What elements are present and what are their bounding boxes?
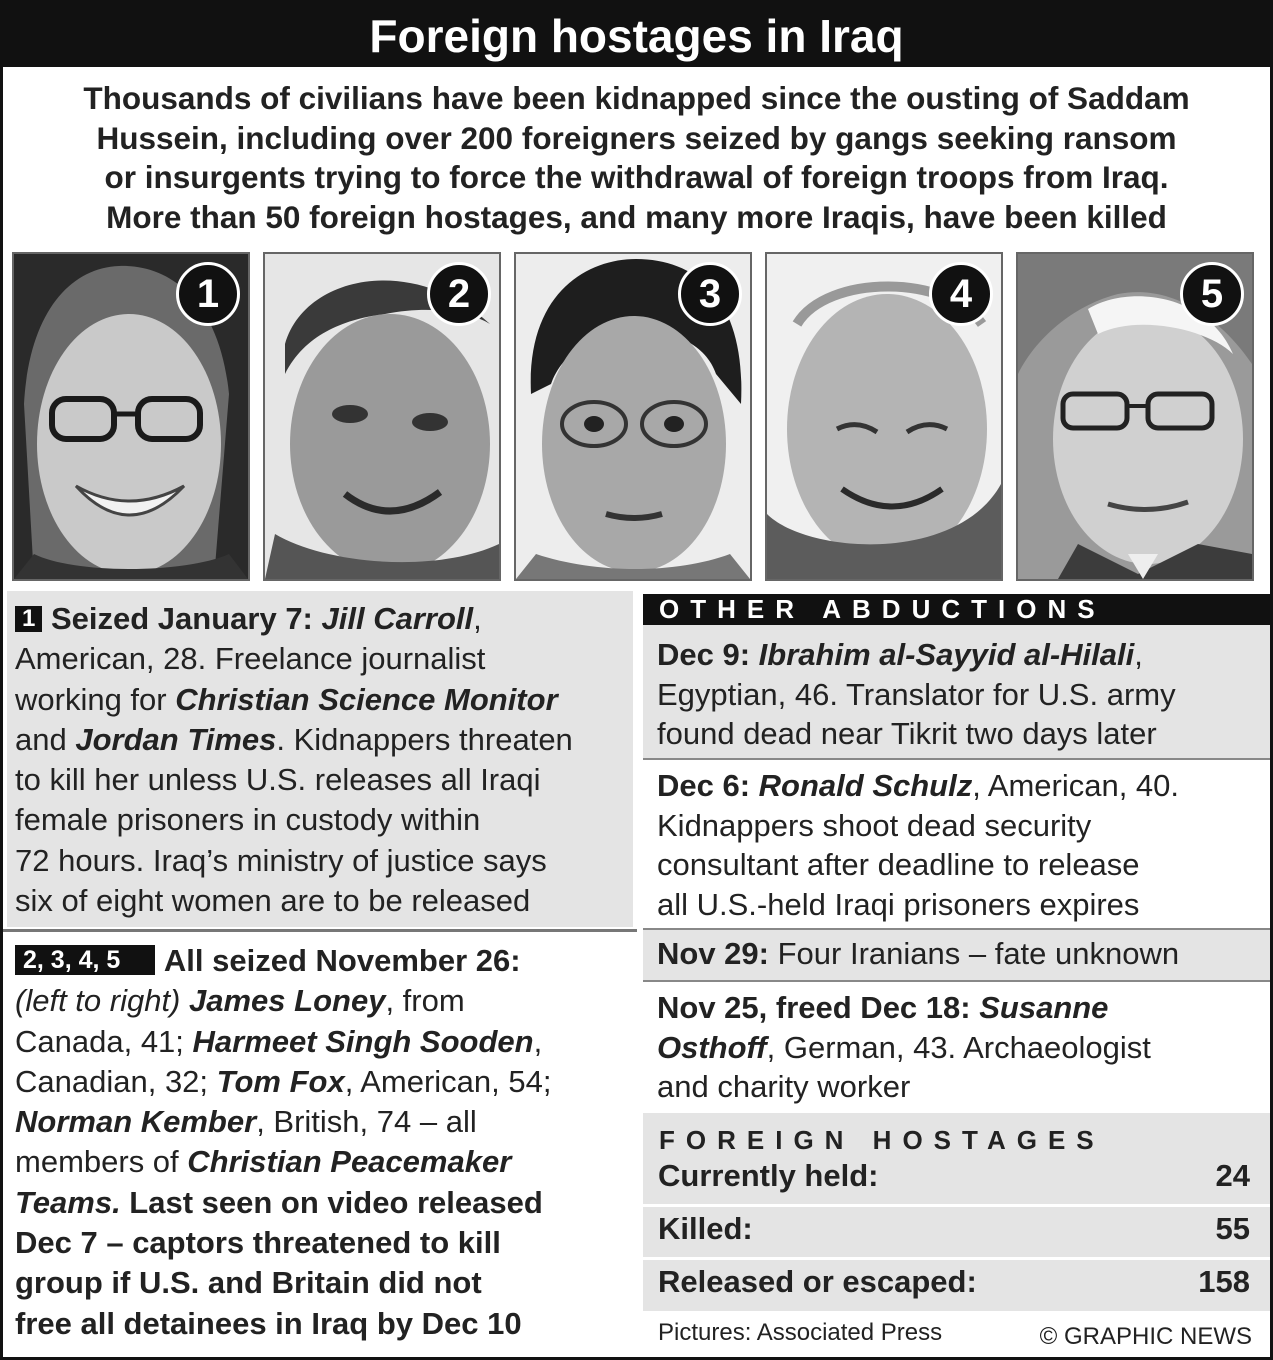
other-abductions-heading: OTHER ABDUCTIONS (643, 594, 1270, 625)
text: Four Iranians – fate unknown (768, 936, 1180, 971)
photo-number-badge: 4 (929, 262, 993, 326)
hostage-name: Harmeet Singh Sooden (192, 1023, 534, 1059)
divider (3, 929, 637, 932)
stat-value: 55 (1215, 1211, 1250, 1246)
text: , German, 43. Archaeologist (766, 1029, 1151, 1065)
text: and charity worker (657, 1069, 911, 1104)
text: six of eight women are to be released (15, 883, 531, 919)
text: , British, 74 – all (256, 1104, 477, 1140)
text: working for (15, 681, 167, 717)
photo-james-loney (263, 252, 501, 581)
photo-tom-fox (765, 252, 1003, 581)
intro-line: Hussein, including over 200 foreigners seized by gangs seeking ransom (96, 119, 1177, 156)
text: Canadian, 32; (15, 1063, 209, 1099)
intro-line: or insurgents trying to force the withdrawal of foreign troops from Iraq. (104, 159, 1169, 195)
text: female prisoners in custody within (15, 802, 481, 838)
column-gutter (636, 586, 640, 1357)
text: consultant after deadline to release (657, 847, 1140, 882)
stat-label: Killed: (658, 1211, 753, 1246)
text: , (1134, 637, 1143, 672)
organisation-name: Christian Peacemaker (187, 1144, 512, 1180)
text: and (15, 721, 67, 757)
abduction-iranians (643, 930, 1270, 980)
text: free all detainees in Iraq by Dec 10 (15, 1305, 522, 1341)
stat-label: Released or escaped: (658, 1264, 977, 1299)
text: . Kidnappers threaten (276, 721, 573, 757)
stat-value: 158 (1198, 1264, 1250, 1299)
photo-number-badge: 3 (678, 262, 742, 326)
text: , American, 54; (344, 1063, 552, 1099)
text: , (533, 1023, 543, 1059)
carroll-text (15, 599, 633, 921)
picture-credit: Pictures: Associated Press (658, 1319, 943, 1346)
text: group if U.S. and Britain did not (15, 1265, 482, 1301)
text: , from (385, 983, 465, 1019)
publication-name: Jordan Times (75, 721, 277, 757)
text: all U.S.-held Iraqi prisoners expires (657, 886, 1140, 922)
abduction-date: Nov 25, freed Dec 18: (657, 990, 971, 1025)
abduction-hilali (643, 625, 1270, 758)
copyright: © GRAPHIC NEWS (1039, 1323, 1252, 1350)
text: Canada, 41; (15, 1023, 184, 1059)
text: , American, 40. (972, 768, 1180, 803)
hostage-name: Ronald Schulz (758, 768, 973, 803)
divider (643, 1257, 1270, 1260)
abduction-osthoff (643, 982, 1270, 1112)
photo-number-badge: 1 (176, 262, 240, 326)
intro-paragraph (7, 79, 1266, 237)
text: (left to right) (15, 983, 181, 1019)
hostage-name: Osthoff (657, 1029, 767, 1065)
text: 72 hours. Iraq’s ministry of justice says (15, 842, 547, 878)
photo-jill-carroll (12, 252, 250, 581)
abduction-schulz (643, 760, 1270, 928)
publication-name: Christian Science Monitor (175, 681, 558, 717)
intro-line: Thousands of civilians have been kidnapped since the ousting of Saddam (83, 80, 1190, 116)
hostage-name: James Loney (189, 983, 386, 1019)
text: members of (15, 1144, 179, 1180)
photo-number-badge: 2 (427, 262, 491, 326)
text: Dec 7 – captors threatened to kill (15, 1225, 501, 1261)
text: found dead near Tikrit two days later (657, 716, 1157, 751)
hostage-name: Susanne (979, 990, 1109, 1025)
abduction-date: Dec 9: (657, 637, 751, 672)
text: , (473, 601, 482, 636)
text: Last seen on video released (120, 1184, 543, 1220)
text: Kidnappers shoot dead security (657, 807, 1092, 843)
hostage-name: Ibrahim al-Sayyid al-Hilali (758, 637, 1135, 672)
seized-date: Seized January 7: (50, 601, 313, 636)
stat-row (658, 1264, 1250, 1300)
organisation-name: Teams. (15, 1184, 121, 1220)
hostage-name: Tom Fox (216, 1063, 345, 1099)
hostage-name: Norman Kember (15, 1104, 257, 1140)
text: American, 28. Freelance journalist (15, 641, 486, 677)
hostage-name: Jill Carroll (321, 601, 474, 636)
carroll-box (7, 591, 633, 927)
stat-row (658, 1158, 1250, 1194)
group-box (7, 933, 633, 1353)
abduction-date: Dec 6: (657, 768, 751, 803)
text: Egyptian, 46. Translator for U.S. army (657, 676, 1176, 712)
intro-line: More than 50 foreign hostages, and many more Iraqis, have been killed (106, 198, 1167, 235)
abduction-date: Nov 29: (657, 936, 769, 971)
photo-norman-kember (1016, 252, 1254, 581)
stat-row (658, 1211, 1250, 1247)
stats-heading: FOREIGN HOSTAGES (659, 1125, 1105, 1155)
photo-number-badge: 5 (1180, 262, 1244, 326)
story-number-tag: 1 (15, 606, 42, 632)
photo-harmeet-singh-sooden (514, 252, 752, 581)
story-number-tag: 2, 3, 4, 5 (15, 945, 155, 975)
divider (643, 1204, 1270, 1207)
text: to kill her unless U.S. releases all Iraqi (15, 762, 541, 798)
stat-value: 24 (1215, 1158, 1250, 1193)
page-title: Foreign hostages in Iraq (3, 3, 1270, 67)
seized-date: All seized November 26: (163, 943, 521, 978)
group-text (15, 941, 633, 1344)
stat-label: Currently held: (658, 1158, 879, 1193)
